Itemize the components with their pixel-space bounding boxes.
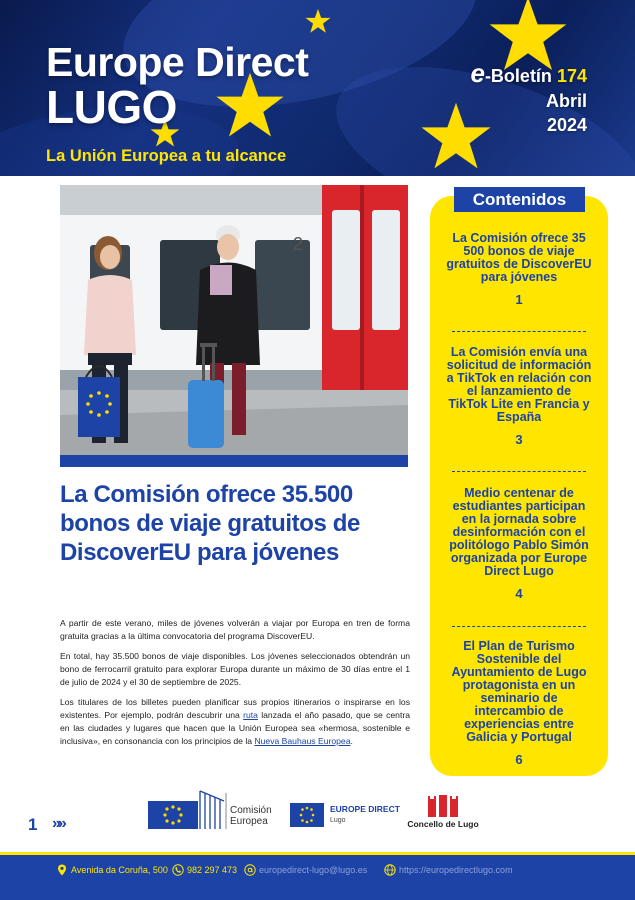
- ruta-link[interactable]: ruta: [243, 710, 258, 720]
- toc-item[interactable]: [446, 346, 592, 447]
- european-commission-building-icon: [148, 789, 228, 831]
- eu-flag-icon: [290, 803, 324, 827]
- contact-phone[interactable]: [172, 864, 237, 876]
- article-body: [60, 617, 410, 755]
- phone-text: 982 297 473: [187, 865, 238, 875]
- europe-direct-logo: [290, 803, 410, 829]
- brand-tagline: La Unión Europea a tu alcance: [46, 147, 287, 165]
- paragraph-text: .: [350, 736, 353, 746]
- issue-label: [470, 60, 587, 89]
- concello-lugo-label: Concello de Lugo: [407, 819, 479, 829]
- at-sign-icon: [244, 864, 256, 876]
- contact-bar: [0, 852, 635, 900]
- contents-title: Contenidos: [454, 187, 585, 212]
- article-photo: [60, 185, 408, 455]
- eu-star-icon: [305, 8, 331, 34]
- ec-label-line2: Europea: [230, 816, 268, 827]
- brand-title-line1: Europe Direct: [46, 39, 309, 85]
- issue-info: [470, 60, 587, 137]
- nueva-bauhaus-link[interactable]: Nueva Bauhaus Europea: [254, 736, 351, 746]
- brand-title-city: LUGO: [46, 81, 177, 133]
- toc-item-page: 6: [515, 752, 523, 767]
- toc-item[interactable]: [446, 487, 592, 601]
- paragraph-text: Los titulares de los billetes pueden planificar sus propios itinerarios o inspirarse en los existentes. Por ejemplo, podrán descubrir una: [60, 697, 410, 720]
- toc-separator: [452, 331, 586, 332]
- svg-text:2: 2: [293, 234, 304, 254]
- european-commission-label: [230, 805, 272, 827]
- europe-direct-label: EUROPE DIRECT: [330, 804, 400, 814]
- globe-icon: [384, 864, 396, 876]
- next-page-chevrons[interactable]: »»: [52, 815, 64, 832]
- toc-item[interactable]: [446, 640, 592, 767]
- toc-item[interactable]: [446, 232, 592, 307]
- train-station-illustration: [60, 185, 408, 455]
- concello-lugo-logo: [406, 793, 480, 833]
- phone-icon: [172, 864, 184, 876]
- issue-year: 2024: [546, 115, 587, 135]
- ec-label-line1: Comisión: [230, 805, 272, 816]
- paragraph-text: lanzada el año pasado, que se centra en las ciudades y lugares que hacen que la Unión Europea sea «hermosa, sostenible e inclusiva», en consonancia con los principios de la: [60, 710, 410, 746]
- issue-month: Abril: [545, 91, 587, 111]
- toc-item-title: La Comisión envía una solicitud de información a TikTok en relación con el lanzamiento de TikTok Lite en Francia y España: [446, 345, 592, 424]
- issue-number: 174: [556, 66, 587, 86]
- issue-label-text: -Boletín: [484, 66, 552, 86]
- toc-item-title: Medio centenar de estudiantes participan en la jornada sobre desinformación con el politólogo Pablo Simón organizada por Europe Direct Lugo: [449, 486, 589, 578]
- toc-item-page: 4: [515, 586, 523, 601]
- toc-item-title: La Comisión ofrece 35 500 bonos de viaje gratuitos de DiscoverEU para jóvenes: [446, 231, 592, 284]
- issue-prefix: e: [470, 58, 485, 88]
- newsletter-header: [0, 0, 635, 176]
- photo-caption-bar: [60, 455, 408, 467]
- toc-separator: [452, 626, 586, 627]
- article-paragraph: A partir de este verano, miles de jóvenes volverán a viajar por Europa en tren de forma gratuita gracias a la última convocatoria del programa DiscoverEU.: [60, 618, 410, 641]
- european-commission-logo: [148, 789, 276, 831]
- page-number: 1: [28, 815, 38, 834]
- toc-item-page: 1: [515, 292, 523, 307]
- contact-email[interactable]: [244, 864, 367, 876]
- map-pin-icon: [56, 864, 68, 876]
- article-paragraph: [60, 696, 410, 748]
- contact-website[interactable]: [384, 864, 513, 876]
- toc-item-page: 3: [515, 432, 523, 447]
- brand-title: [46, 39, 309, 133]
- contact-address: [56, 864, 168, 876]
- toc-separator: [452, 471, 586, 472]
- lugo-towers-icon: [426, 793, 460, 817]
- article-title: La Comisión ofrece 35.500 bonos de viaje gratuitos de DiscoverEU para jóvenes: [60, 481, 360, 566]
- address-text: Avenida da Coruña, 500: [71, 865, 168, 875]
- email-text: europedirect-lugo@lugo.es: [259, 865, 368, 875]
- article-paragraph: En total, hay 35.500 bonos de viaje disponibles. Los jóvenes seleccionados obtendrán un bono de ferrocarril gratuito para explorar Europa durante un máximo de 30 días entre el 1 de julio de 2024 y el 30 de septiembre de 2025.: [60, 651, 410, 687]
- europe-direct-city: Lugo: [330, 817, 346, 824]
- website-text: https://europedirectlugo.com: [399, 865, 513, 875]
- toc-item-title: El Plan de Turismo Sostenible del Ayuntamiento de Lugo protagonista en un seminario de intercambio de experiencias entre Galicia y Portugal: [451, 639, 587, 744]
